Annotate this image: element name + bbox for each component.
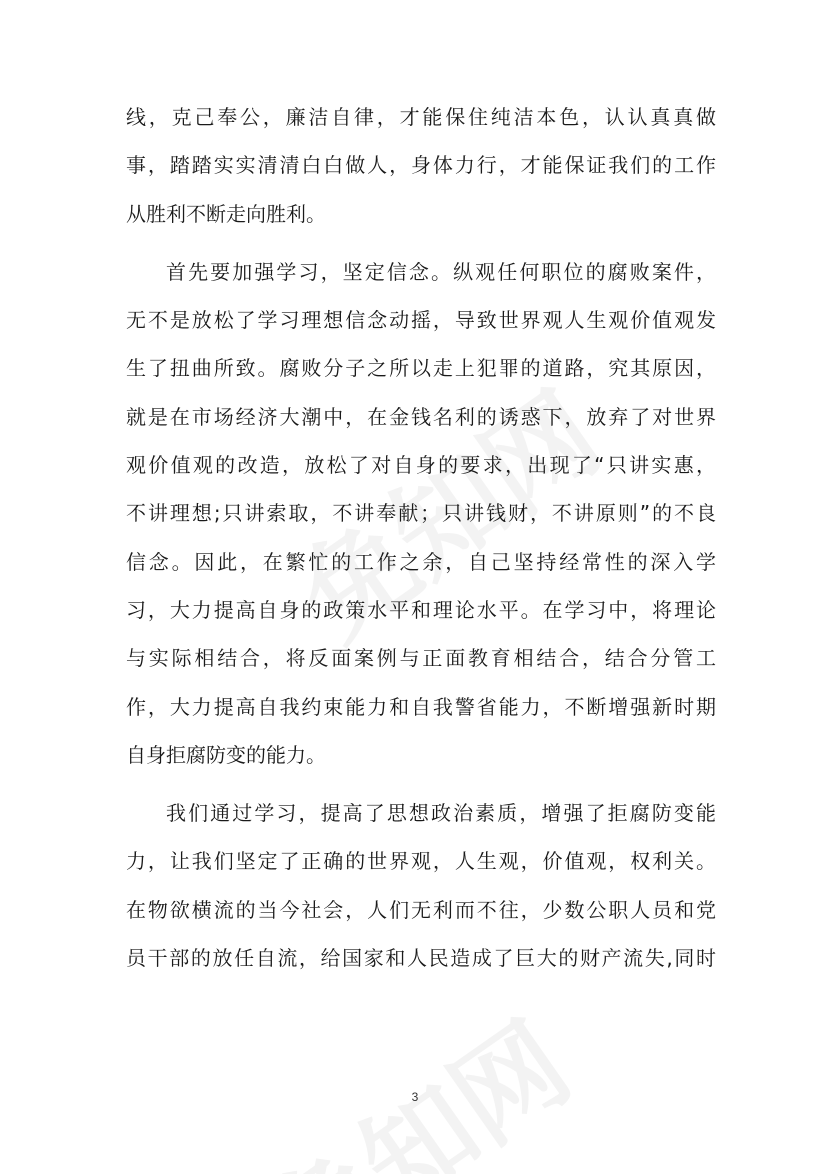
page-number: 3 [411,1090,419,1104]
text-line: 我们通过学习，提高了思想政治素质，增强了拒腐防变能 [166,801,716,826]
text-line: 在物欲横流的当今社会，人们无利而不往，少数公职人员和党 [126,897,716,922]
text-line: 信念。因此，在繁忙的工作之余，自己坚持经常性的深入学 [126,549,716,574]
text-line: 线，克己奉公，廉洁自律，才能保住纯洁本色，认认真真做 [126,105,716,129]
text-line: 不讲理想;只讲索取，不讲奉献；只讲钱财，不讲原则”的不良 [126,501,716,526]
text-line: 习，大力提高自身的政策水平和理论水平。在学习中，将理论 [126,597,716,622]
text-line: 自身拒腐防变的能力。 [126,742,326,767]
text-line: 生了扭曲所致。腐败分子之所以走上犯罪的道路，究其原因， [126,356,716,381]
text-line: 作，大力提高自我约束能力和自我警省能力，不断增强新时期 [126,694,716,719]
text-line: 无不是放松了学习理想信念动摇，导致世界观人生观价值观发 [126,308,716,333]
text-line: 观价值观的改造，放松了对自身的要求，出现了“只讲实惠， [126,453,716,478]
body-text [126,93,716,982]
text-line: 与实际相结合，将反面案例与正面教育相结合，结合分管工 [126,646,716,671]
text-line: 事，踏踏实实清清白白做人，身体力行，才能保证我们的工作 [126,153,716,178]
text-line: 首先要加强学习，坚定信念。纵观任何职位的腐败案件， [166,259,716,284]
text-line: 员干部的放任自流，给国家和人民造成了巨大的财产流失,同时 [126,946,716,971]
watermark [235,980,596,1174]
text-line: 从胜利不断走向胜利。 [126,201,326,226]
text-line: 就是在市场经济大潮中，在金钱名利的诱惑下，放弃了对世界 [126,404,716,429]
text-line: 力，让我们坚定了正确的世界观，人生观，价值观，权利关。 [126,849,716,874]
